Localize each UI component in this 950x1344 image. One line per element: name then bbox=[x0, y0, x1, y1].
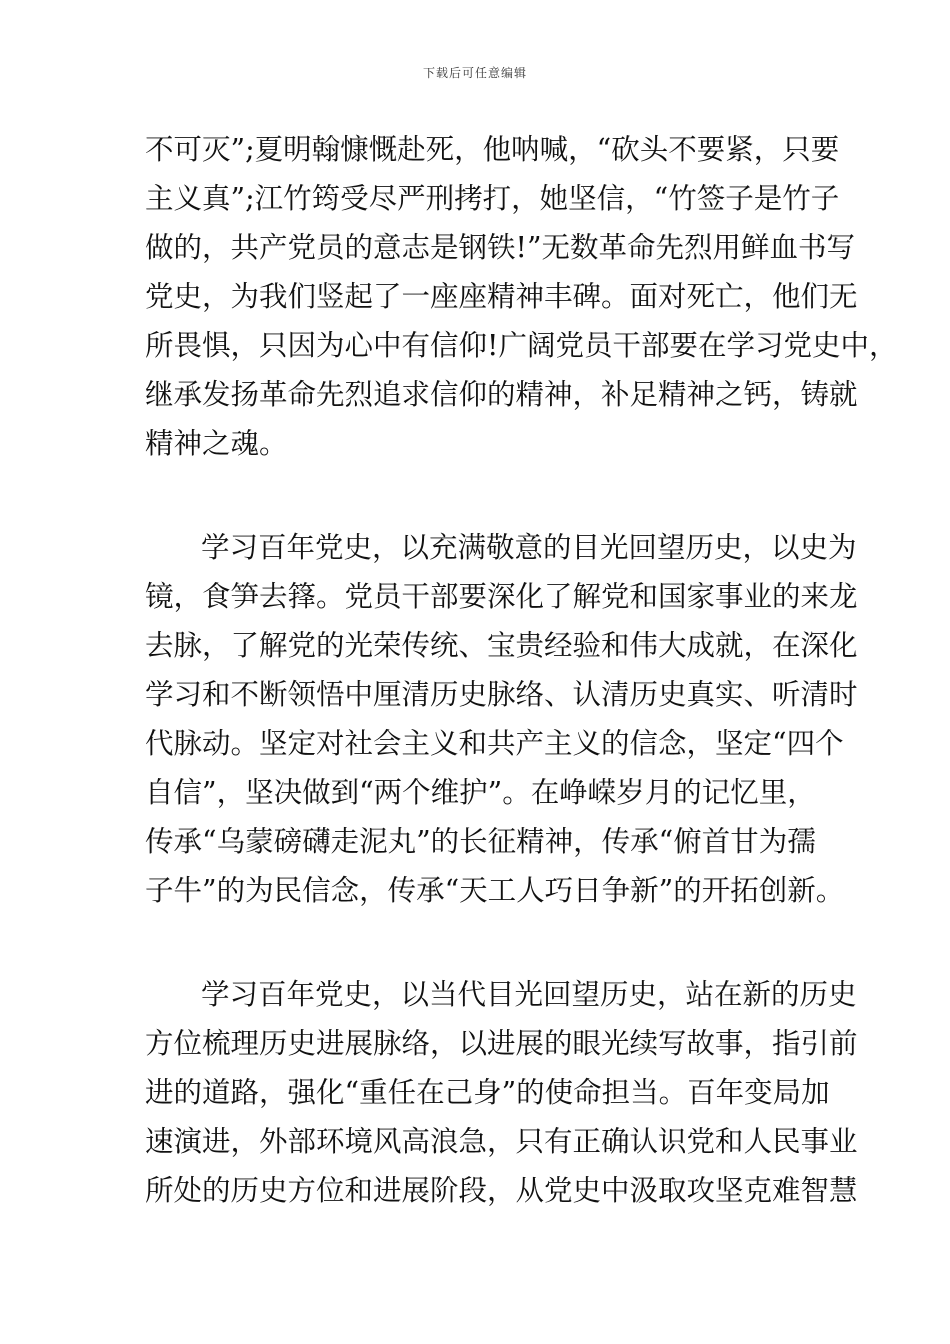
paragraph-2-line-7: 传承“乌蒙磅礴走泥丸”的长征精神，传承“俯首甘为孺 bbox=[145, 825, 816, 858]
paragraph-2-line-5: 代脉动。坚定对社会主义和共产主义的信念，坚定“四个 bbox=[145, 727, 844, 760]
paragraph-2-line-4: 学习和不断领悟中厘清历史脉络、认清历史真实、听清时 bbox=[145, 678, 858, 711]
paragraph-3-line-2: 方位梳理历史进展脉络，以进展的眼光续写故事，指引前 bbox=[145, 1027, 858, 1060]
paragraph-2-line-3: 去脉，了解党的光荣传统、宝贵经验和伟大成就，在深化 bbox=[145, 629, 858, 662]
paragraph-1-line-2: 主义真”;江竹筠受尽严刑拷打，她坚信，“竹签子是竹子 bbox=[145, 182, 840, 215]
paragraph-1-line-5: 所畏惧，只因为心中有信仰!广阔党员干部要在学习党史中， bbox=[145, 329, 898, 362]
paragraph-1-line-6: 继承发扬革命先烈追求信仰的精神，补足精神之钙，铸就 bbox=[145, 378, 858, 411]
paragraph-3-line-3: 进的道路，强化“重任在己身”的使命担当。百年变局加 bbox=[145, 1076, 830, 1109]
paragraph-2-line-1: 学习百年党史，以充满敬意的目光回望历史，以史为 bbox=[201, 531, 857, 564]
paragraph-1-line-3: 做的，共产党员的意志是钢铁!”无数革命先烈用鲜血书写 bbox=[145, 231, 856, 264]
paragraph-2-line-8: 子牛”的为民信念，传承“天工人巧日争新”的开拓创新。 bbox=[145, 874, 845, 907]
paragraph-1-line-1: 不可灭”;夏明翰慷慨赴死，他呐喊，“砍头不要紧，只要 bbox=[145, 133, 840, 166]
paragraph-2-line-6: 自信”，坚决做到“两个维护”。在峥嵘岁月的记忆里， bbox=[145, 776, 816, 809]
paragraph-1-line-7: 精神之魂。 bbox=[145, 427, 288, 460]
paragraph-1-line-4: 党史，为我们竖起了一座座精神丰碑。面对死亡，他们无 bbox=[145, 280, 858, 313]
paragraph-2-line-2: 镜，食笋去箨。党员干部要深化了解党和国家事业的来龙 bbox=[145, 580, 858, 613]
paragraph-3-line-4: 速演进，外部环境风高浪急，只有正确认识党和人民事业 bbox=[145, 1125, 858, 1158]
paragraph-3-line-1: 学习百年党史，以当代目光回望历史，站在新的历史 bbox=[201, 978, 857, 1011]
paragraph-3-line-5: 所处的历史方位和进展阶段，从党史中汲取攻坚克难智慧 bbox=[145, 1174, 858, 1207]
page-header: 下载后可任意编辑 bbox=[422, 66, 527, 80]
